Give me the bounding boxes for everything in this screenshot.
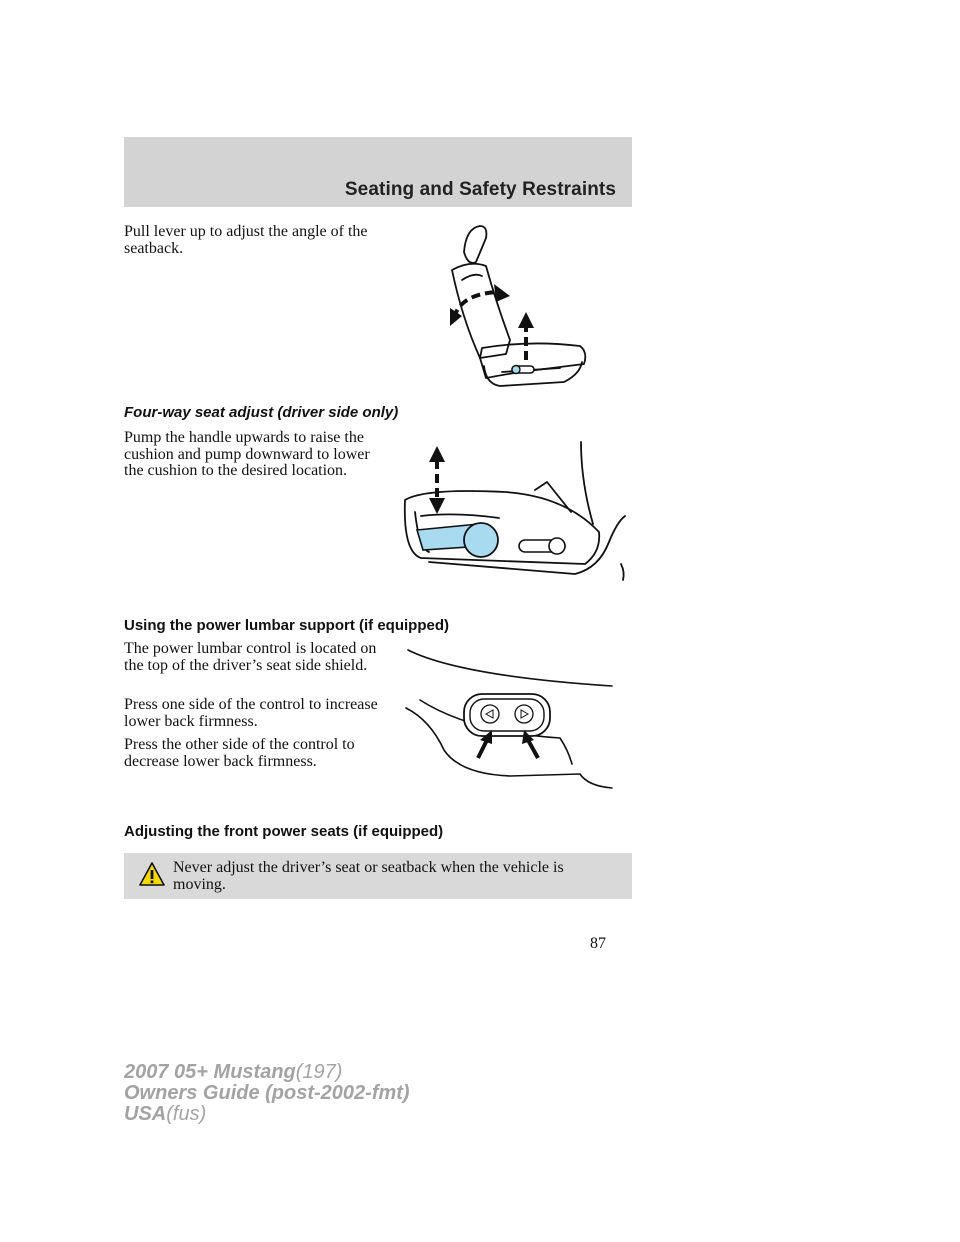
page-number: 87 <box>590 935 606 952</box>
cushion-height-illustration <box>395 412 635 584</box>
seatback-recline-illustration <box>440 222 600 390</box>
recline-instruction: Pull lever up to adjust the angle of the seatback. <box>124 223 368 257</box>
footer-model-code: (197) <box>295 1061 343 1083</box>
section-title: Seating and Safety Restraints <box>344 179 616 200</box>
fourway-instruction: Pump the handle upwards to raise the cushion and pump downward to lower the cushion to the desired location. <box>124 429 370 479</box>
lumbar-location-text: The power lumbar control is located on the top of the driver’s seat side shield. <box>124 640 377 674</box>
footer-region-code: (fus) <box>166 1103 207 1125</box>
document-footer <box>124 1062 410 1125</box>
lumbar-decrease-text: Press the other side of the control to decrease lower back firmness. <box>124 736 355 770</box>
warning-triangle-icon <box>138 861 166 887</box>
footer-region: USA <box>124 1103 167 1125</box>
warning-box <box>124 853 632 899</box>
footer-model: 2007 05+ Mustang <box>124 1061 296 1083</box>
lumbar-control-illustration <box>400 640 620 792</box>
lumbar-heading: Using the power lumbar support (if equipped) <box>124 617 449 634</box>
section-header-band <box>124 137 632 207</box>
fourway-heading: Four-way seat adjust (driver side only) <box>124 404 399 421</box>
power-seats-heading: Adjusting the front power seats (if equipped) <box>124 823 444 840</box>
lumbar-increase-text: Press one side of the control to increase lower back firmness. <box>124 696 378 730</box>
footer-guide: Owners Guide (post-2002-fmt) <box>124 1082 410 1104</box>
warning-text: Never adjust the driver’s seat or seatback when the vehicle is moving. <box>173 859 564 893</box>
